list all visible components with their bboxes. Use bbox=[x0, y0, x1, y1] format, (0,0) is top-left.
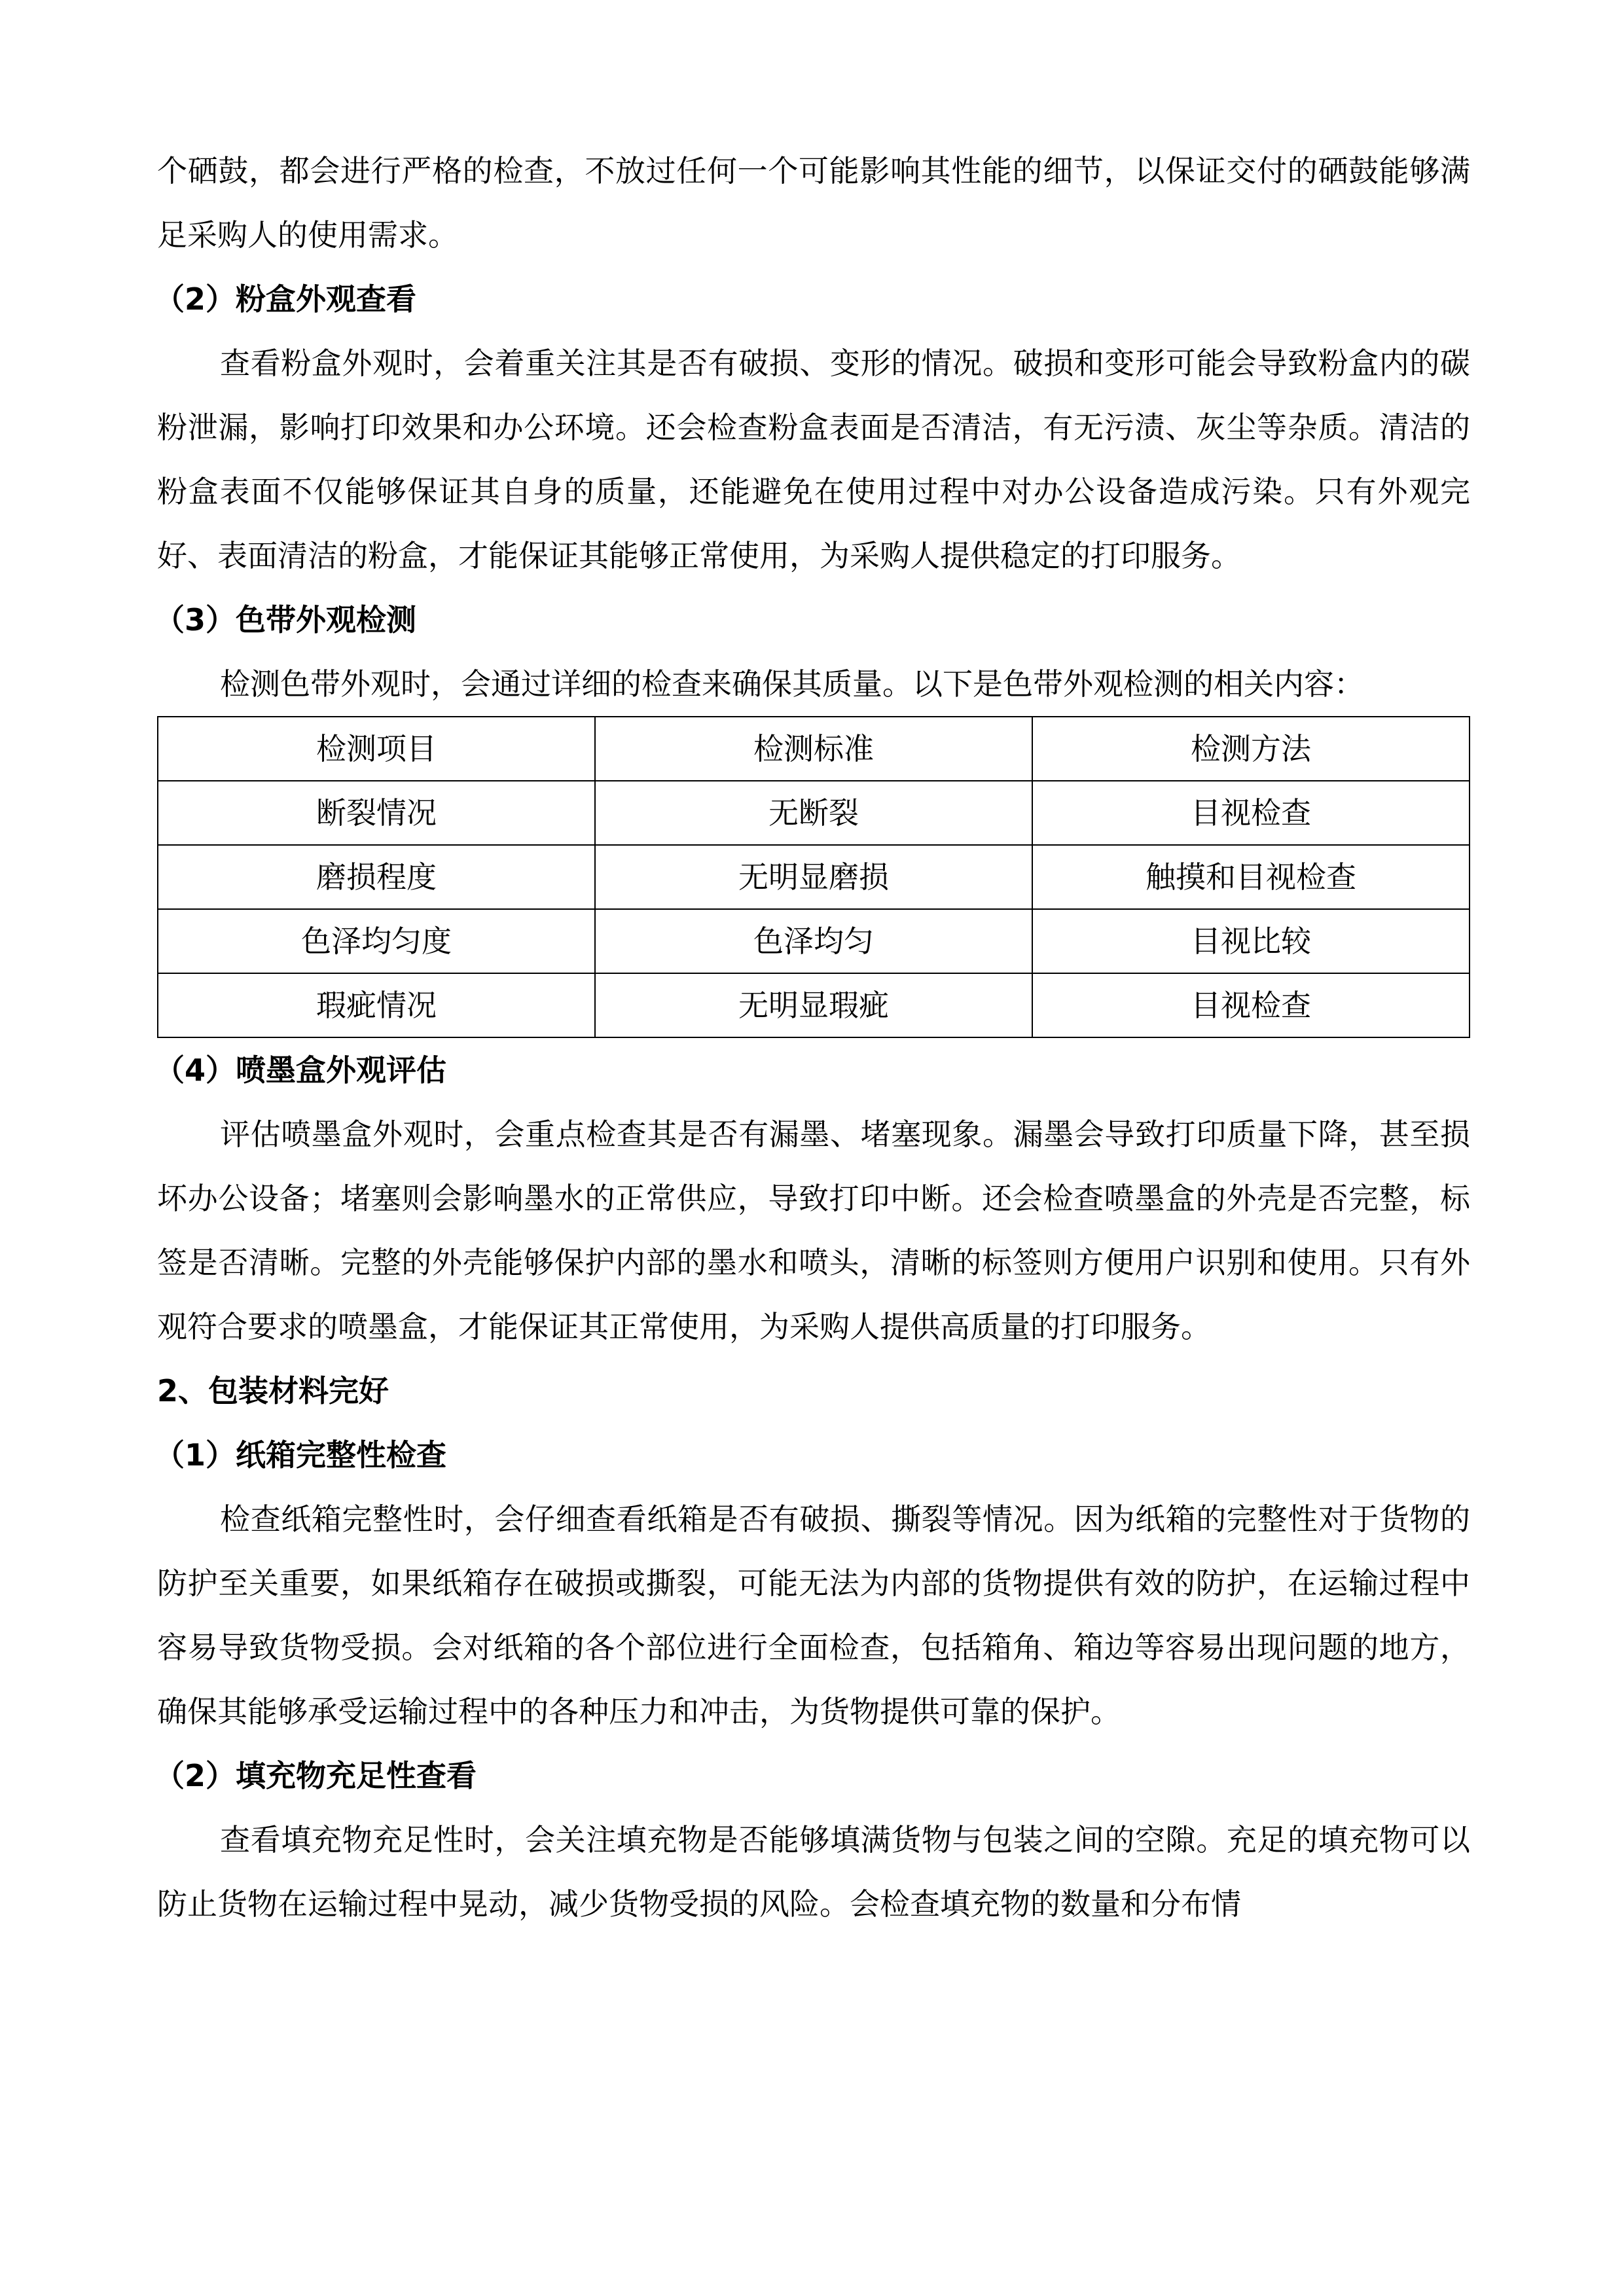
table-cell: 目视检查 bbox=[1032, 781, 1470, 845]
table-cell: 目视检查 bbox=[1032, 973, 1470, 1037]
table-cell: 无明显瑕疵 bbox=[595, 973, 1032, 1037]
table-cell: 瑕疵情况 bbox=[158, 973, 595, 1037]
ribbon-inspection-table bbox=[157, 716, 1470, 1038]
paragraph-toner-box: 查看粉盒外观时，会着重关注其是否有破损、变形的情况。破损和变形可能会导致粉盒内的碳粉泄漏，影响打印效果和办公环境。还会检查粉盒表面是否清洁，有无污渍、灰尘等杂质。清洁的粉盒表面不仅能够保证其自身的质量，还能避免在使用过程中对办公设备造成污染。只有外观完好、表面清洁的粉盒，才能保证其能够正常使用，为采购人提供稳定的打印服务。 bbox=[157, 346, 1470, 573]
table-header-cell: 检测标准 bbox=[595, 717, 1032, 781]
table-cell: 色泽均匀 bbox=[595, 909, 1032, 973]
table-cell: 无断裂 bbox=[595, 781, 1032, 845]
heading-inkjet-cartridge-appearance: （4）喷墨盒外观评估 bbox=[154, 1052, 447, 1088]
table-cell: 断裂情况 bbox=[158, 781, 595, 845]
paragraph-inkjet-cartridge: 评估喷墨盒外观时，会重点检查其是否有漏墨、堵塞现象。漏墨会导致打印质量下降，甚至损坏办公设备；堵塞则会影响墨水的正常供应，导致打印中断。还会检查喷墨盒的外壳是否完整，标签是否清晰。完整的外壳能够保护内部的墨水和喷头，清晰的标签则方便用户识别和使用。只有外观符合要求的喷墨盒，才能保证其正常使用，为采购人提供高质量的打印服务。 bbox=[157, 1117, 1470, 1344]
heading-carton-integrity: （1）纸箱完整性检查 bbox=[154, 1437, 447, 1473]
document-body bbox=[154, 139, 1470, 1936]
table-row bbox=[158, 845, 1470, 909]
table-row bbox=[158, 909, 1470, 973]
table-cell: 色泽均匀度 bbox=[158, 909, 595, 973]
heading-toner-box-appearance: （2）粉盒外观查看 bbox=[154, 281, 417, 317]
paragraph-filler-sufficiency: 查看填充物充足性时，会关注填充物是否能够填满货物与包装之间的空隙。充足的填充物可以防止货物在运输过程中晃动，减少货物受损的风险。会检查填充物的数量和分布情 bbox=[157, 1822, 1470, 1922]
table-cell: 触摸和目视检查 bbox=[1032, 845, 1470, 909]
paragraph-carton-integrity: 检查纸箱完整性时，会仔细查看纸箱是否有破损、撕裂等情况。因为纸箱的完整性对于货物的防护至关重要，如果纸箱存在破损或撕裂，可能无法为内部的货物提供有效的防护，在运输过程中容易导致货物受损。会对纸箱的各个部位进行全面检查，包括箱角、箱边等容易出现问题的地方，确保其能够承受运输过程中的各种压力和冲击，为货物提供可靠的保护。 bbox=[157, 1501, 1470, 1729]
table-header-cell: 检测项目 bbox=[158, 717, 595, 781]
heading-ribbon-appearance: （3）色带外观检测 bbox=[154, 602, 417, 637]
paragraph-ribbon-intro: 检测色带外观时，会通过详细的检查来确保其质量。以下是色带外观检测的相关内容： bbox=[220, 666, 1364, 702]
table-header-cell: 检测方法 bbox=[1032, 717, 1470, 781]
table-row bbox=[158, 973, 1470, 1037]
table-cell: 磨损程度 bbox=[158, 845, 595, 909]
paragraph-selenium-drum-end: 个硒鼓，都会进行严格的检查，不放过任何一个可能影响其性能的细节，以保证交付的硒鼓能够满足采购人的使用需求。 bbox=[157, 153, 1470, 253]
table-cell: 无明显磨损 bbox=[595, 845, 1032, 909]
table-header-row bbox=[158, 717, 1470, 781]
heading-filler-sufficiency: （2）填充物充足性查看 bbox=[154, 1758, 477, 1793]
table-row bbox=[158, 781, 1470, 845]
heading-packaging-materials: 2、包装材料完好 bbox=[157, 1373, 389, 1408]
table-cell: 目视比较 bbox=[1032, 909, 1470, 973]
